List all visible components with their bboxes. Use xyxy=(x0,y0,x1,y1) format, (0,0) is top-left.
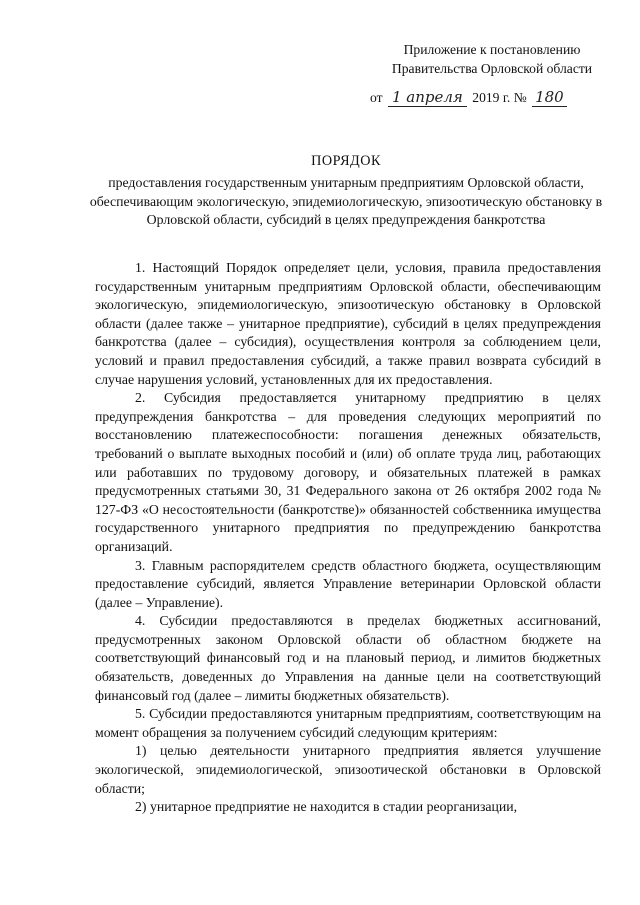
handwritten-date: 1 апреля xyxy=(388,88,467,107)
document-title-block xyxy=(86,150,606,230)
document-body xyxy=(95,259,601,817)
paragraph-5-item-2: 2) унитарное предприятие не находится в стадии реорганизации, xyxy=(135,799,518,815)
paragraph-1: 1. Настоящий Порядок определяет цели, условия, правила предоставления государственным унитарным предприятиям Орловской области, обеспечивающим экологическую, эпидемиологическую, эпизоотическую обстановку в Орловской области (далее также – унитарное предприятие), субсидий в целях предупреждения банкротства (далее – субсидия), осуществления контроля за соблюдением цели, условий и правил предоставления субсидий, а также правил возврата субсидий в случае нарушения условий, установленных для их предоставления. xyxy=(95,260,601,387)
paragraph-3: 3. Главным распорядителем средств областного бюджета, осуществляющим предоставление субсидий, является Управление ветеринарии Орловской области (далее – Управление). xyxy=(95,557,601,610)
date-prefix: от xyxy=(370,90,383,105)
document-title: ПОРЯДОК xyxy=(311,153,381,169)
appendix-date-line xyxy=(370,88,620,107)
paragraph-4: 4. Субсидии предоставляются в пределах бюджетных ассигнований, предусмотренных законом Орловской области об областном бюджете на соответствующий финансовый год и на плановый период, и лимитов бюджетных обязательств, доведенных до Управления на данные цели на соответствующий финансовый год (далее – лимиты бюджетных обязательств). xyxy=(95,613,601,703)
year-number-label: 2019 г. № xyxy=(472,90,527,105)
appendix-header xyxy=(372,40,612,78)
appendix-line-2: Правительства Орловской области xyxy=(391,61,593,76)
paragraph-5: 5. Субсидии предоставляются унитарным предприятиям, соответствующим на момент обращения за получением субсидий следующим критериям: xyxy=(95,706,601,740)
paragraph-5-item-1: 1) целью деятельности унитарного предприятия является улучшение экологической, эпидемиологической, эпизоотической обстановки в Орловской области; xyxy=(95,743,601,796)
document-subtitle: предоставления государственным унитарным предприятиям Орловской области, обеспечивающим экологическую, эпидемиологическую, эпизоотическую обстановку в Орловской области, субсидий в целях предупреждения банкротства xyxy=(89,175,603,227)
handwritten-number: 180 xyxy=(532,88,567,107)
appendix-line-1: Приложение к постановлению xyxy=(403,42,581,57)
paragraph-2: 2. Субсидия предоставляется унитарному предприятию в целях предупреждения банкротства – для проведения следующих мероприятий по восстановлению платежеспособности: погашения денежных обязательств, требований о выплате выходных пособий и (или) об оплате труда лиц, работающих или работавших по трудовому договору, и обязательных платежей в рамках предусмотренных статьями 30, 31 Федерального закона от 26 октября 2002 года № 127-ФЗ «О несостоятельности (банкротстве)» обязанностей собственника имущества государственного унитарного предприятия по предупреждению банкротства организаций. xyxy=(95,390,601,554)
